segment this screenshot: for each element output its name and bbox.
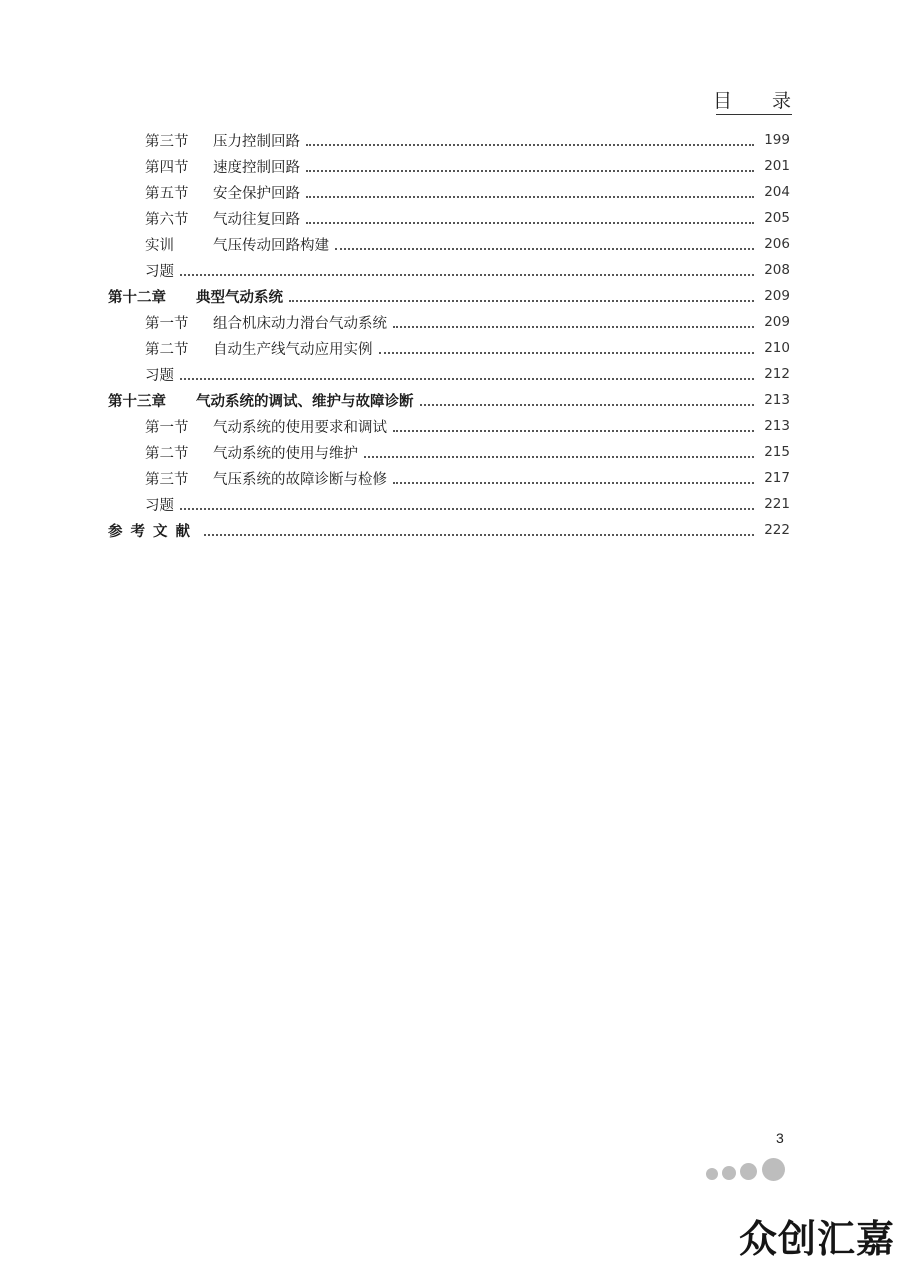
toc-entry-label — [145, 468, 387, 489]
toc-entry-title: 习题 — [145, 367, 174, 384]
dot-leader — [335, 247, 754, 250]
toc-section-row[interactable] — [108, 231, 790, 257]
toc-entry-label — [108, 520, 198, 541]
toc-entry-prefix: 第二节 — [145, 341, 189, 358]
toc-section-row[interactable] — [108, 179, 790, 205]
toc-section-row[interactable] — [108, 335, 790, 361]
toc-entry-label — [108, 286, 283, 307]
dot-leader — [306, 143, 754, 146]
toc-entry-page: 201 — [764, 158, 790, 174]
toc-entry-label — [145, 260, 174, 281]
dot-leader — [393, 325, 754, 328]
toc-entry-label — [108, 390, 414, 411]
toc-entry-prefix: 第六节 — [145, 211, 189, 228]
toc-entry-page: 222 — [764, 522, 790, 538]
toc-entry-label — [145, 416, 387, 437]
dot-leader — [180, 377, 754, 380]
toc-entry-title: 气动系统的调试、维护与故障诊断 — [196, 392, 414, 410]
toc-entry-title: 气动系统的使用要求和调试 — [213, 419, 387, 436]
toc-entry-title: 参考文献 — [108, 522, 198, 540]
toc-section-row[interactable] — [108, 309, 790, 335]
dot-leader — [379, 351, 755, 354]
dot-leader — [180, 273, 754, 276]
toc-entry-label — [145, 234, 329, 255]
toc-chapter-row[interactable] — [108, 283, 790, 309]
toc-entry-title: 典型气动系统 — [196, 288, 283, 306]
toc-entry-page: 205 — [764, 210, 790, 226]
dot-leader — [393, 481, 754, 484]
toc-entry-title: 气动往复回路 — [213, 211, 300, 228]
toc-entry-page: 210 — [764, 340, 790, 356]
toc-entry-label — [145, 364, 174, 385]
toc-entry-label — [145, 182, 300, 203]
toc-entry-title: 安全保护回路 — [213, 185, 300, 202]
toc-entry-title: 习题 — [145, 497, 174, 514]
toc-entry-page: 208 — [764, 262, 790, 278]
toc-section-row[interactable] — [108, 465, 790, 491]
toc-entry-title: 自动生产线气动应用实例 — [213, 341, 373, 358]
page-number: 3 — [776, 1130, 784, 1146]
toc-section-row[interactable] — [108, 205, 790, 231]
decorative-dots-icon — [706, 1156, 796, 1182]
toc-entry-title: 速度控制回路 — [213, 159, 300, 176]
toc-entry-label — [145, 130, 300, 151]
dot-leader — [306, 169, 754, 172]
watermark: 众创汇嘉 — [738, 1217, 895, 1261]
toc-section-row[interactable] — [108, 439, 790, 465]
toc-entry-page: 213 — [764, 418, 790, 434]
toc-entry-page: 206 — [764, 236, 790, 252]
toc-entry-prefix: 第一节 — [145, 315, 189, 332]
toc-entry-label — [145, 156, 300, 177]
toc-section-row[interactable] — [108, 491, 790, 517]
toc-entry-prefix: 第三节 — [145, 133, 189, 150]
toc-entry-prefix: 第四节 — [145, 159, 189, 176]
toc-entry-title: 气压传动回路构建 — [213, 237, 329, 254]
toc-section-row[interactable] — [108, 257, 790, 283]
dot-leader — [364, 455, 754, 458]
toc-entry-title: 压力控制回路 — [213, 133, 300, 150]
toc-entry-title: 组合机床动力滑台气动系统 — [213, 315, 387, 332]
toc-entry-prefix: 第五节 — [145, 185, 189, 202]
toc-section-row[interactable] — [108, 361, 790, 387]
header-rule — [716, 114, 792, 115]
toc-entry-label — [145, 442, 358, 463]
dot-leader — [393, 429, 754, 432]
toc-entry-prefix: 第二节 — [145, 445, 189, 462]
toc-entry-page: 204 — [764, 184, 790, 200]
toc-entry-page: 212 — [764, 366, 790, 382]
dot-leader — [180, 507, 754, 510]
toc-list — [108, 127, 790, 543]
toc-entry-page: 213 — [764, 392, 790, 408]
dot-leader — [289, 299, 754, 302]
toc-references-row[interactable] — [108, 517, 790, 543]
dot-leader — [204, 533, 754, 536]
toc-entry-label — [145, 208, 300, 229]
toc-entry-page: 221 — [764, 496, 790, 512]
dot-leader — [420, 403, 755, 406]
toc-entry-prefix: 第一节 — [145, 419, 189, 436]
toc-entry-label — [145, 494, 174, 515]
toc-entry-prefix: 第十二章 — [108, 288, 166, 306]
toc-entry-prefix: 第十三章 — [108, 392, 166, 410]
toc-header-title: 目 录 — [712, 90, 808, 112]
toc-entry-title: 气动系统的使用与维护 — [213, 445, 358, 462]
toc-entry-title: 气压系统的故障诊断与检修 — [213, 471, 387, 488]
toc-section-row[interactable] — [108, 127, 790, 153]
toc-entry-title: 习题 — [145, 263, 174, 280]
dot-leader — [306, 221, 754, 224]
dot-leader — [306, 195, 754, 198]
toc-entry-page: 209 — [764, 314, 790, 330]
toc-section-row[interactable] — [108, 153, 790, 179]
toc-entry-label — [145, 312, 387, 333]
toc-entry-page: 217 — [764, 470, 790, 486]
toc-chapter-row[interactable] — [108, 387, 790, 413]
toc-entry-page: 215 — [764, 444, 790, 460]
toc-entry-page: 199 — [764, 132, 790, 148]
toc-entry-prefix: 实训 — [145, 237, 174, 254]
toc-entry-page: 209 — [764, 288, 790, 304]
toc-section-row[interactable] — [108, 413, 790, 439]
toc-entry-prefix: 第三节 — [145, 471, 189, 488]
toc-entry-label — [145, 338, 373, 359]
